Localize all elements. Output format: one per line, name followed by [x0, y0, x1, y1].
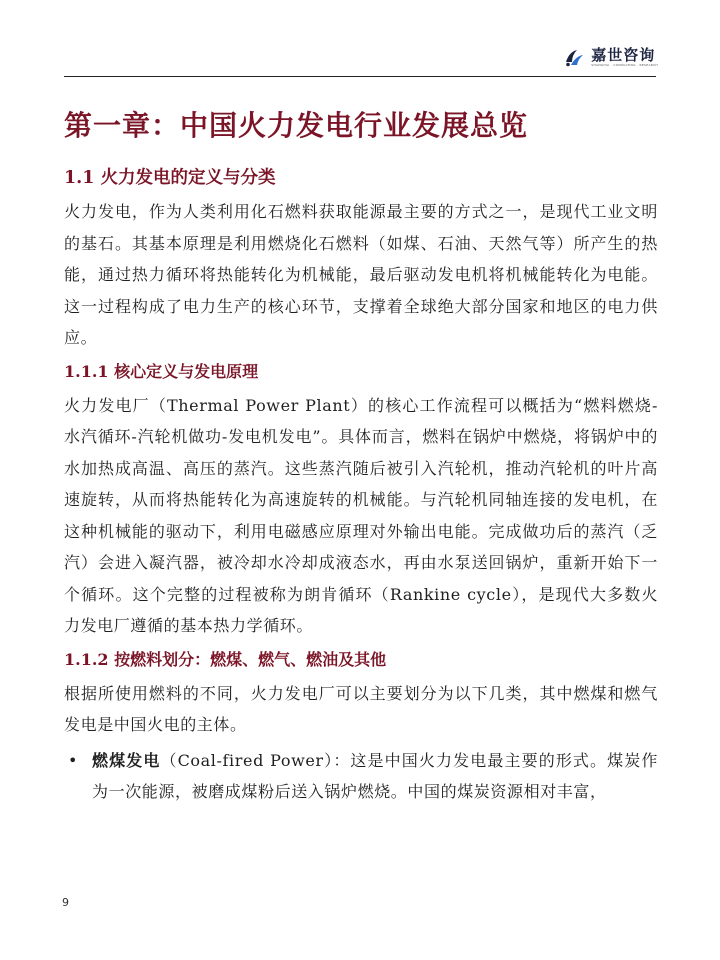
document-body: [64, 100, 658, 808]
bullet-text: （Coal-fired Power）：这是中国火力发电最主要的形式。煤炭作为一次能源，被磨成煤粉后送入锅炉燃烧。中国的煤炭资源相对丰富，: [92, 750, 658, 801]
section-1-1-2-paragraph: 根据所使用燃料的不同，火力发电厂可以主要划分为以下几类，其中燃煤和燃气发电是中国火电的主体。: [64, 683, 658, 734]
company-logo: [563, 46, 658, 68]
list-item: [64, 745, 658, 808]
header-divider: [64, 76, 656, 77]
chapter-title: 第一章：中国火力发电行业发展总览: [64, 109, 529, 142]
logo-name: 嘉世咨询: [591, 46, 656, 64]
logo-mark-icon: [563, 46, 585, 68]
bullet-term: 燃煤发电: [92, 750, 161, 770]
section-1-1-1-paragraph: 火力发电厂（Thermal Power Plant）的核心工作流程可以概括为“燃料燃烧-水汽循环-汽轮机做功-发电机发电”。具体而言，燃料在锅炉中燃烧，将锅炉中的水加热成高温、高压的蒸汽。这些蒸汽随后被引入汽轮机，推动汽轮机的叶片高速旋转，从而将热能转化为高速旋转的机械能。与汽轮机同轴连接的发电机，在这种机械能的驱动下，利用电磁感应原理对外输出电能。完成做功后的蒸汽（乏汽）会进入凝汽器，被冷却水冷却成液态水，再由水泵送回锅炉，重新开始下一个循环。这个完整的过程被称为朗肯循环（Rankine cycle），是现代大多数火力发电厂遵循的基本热力学循环。: [64, 395, 658, 635]
section-heading-1-1-2: 1.1.2 按燃料划分：燃煤、燃气、燃油及其他: [64, 649, 387, 669]
page-header: [0, 0, 720, 80]
section-1-1-paragraph: 火力发电，作为人类利用化石燃料获取能源最主要的方式之一，是现代工业文明的基石。其基本原理是利用燃烧化石燃料（如煤、石油、天然气等）所产生的热能，通过热力循环将热能转化为机械能，最后驱动发电机将机械能转化为电能。这一过程构成了电力生产的核心环节，支撑着全球绝大部分国家和地区的电力供应。: [64, 202, 658, 347]
section-heading-1-1-1: 1.1.1 核心定义与发电原理: [64, 361, 259, 381]
section-heading-1-1: 1.1 火力发电的定义与分类: [64, 168, 276, 188]
bullet-icon: •: [68, 750, 79, 770]
logo-subtitle: SHANGHAI · CONSULTING · RESEARCH: [591, 63, 658, 67]
page-number: 9: [62, 896, 69, 909]
